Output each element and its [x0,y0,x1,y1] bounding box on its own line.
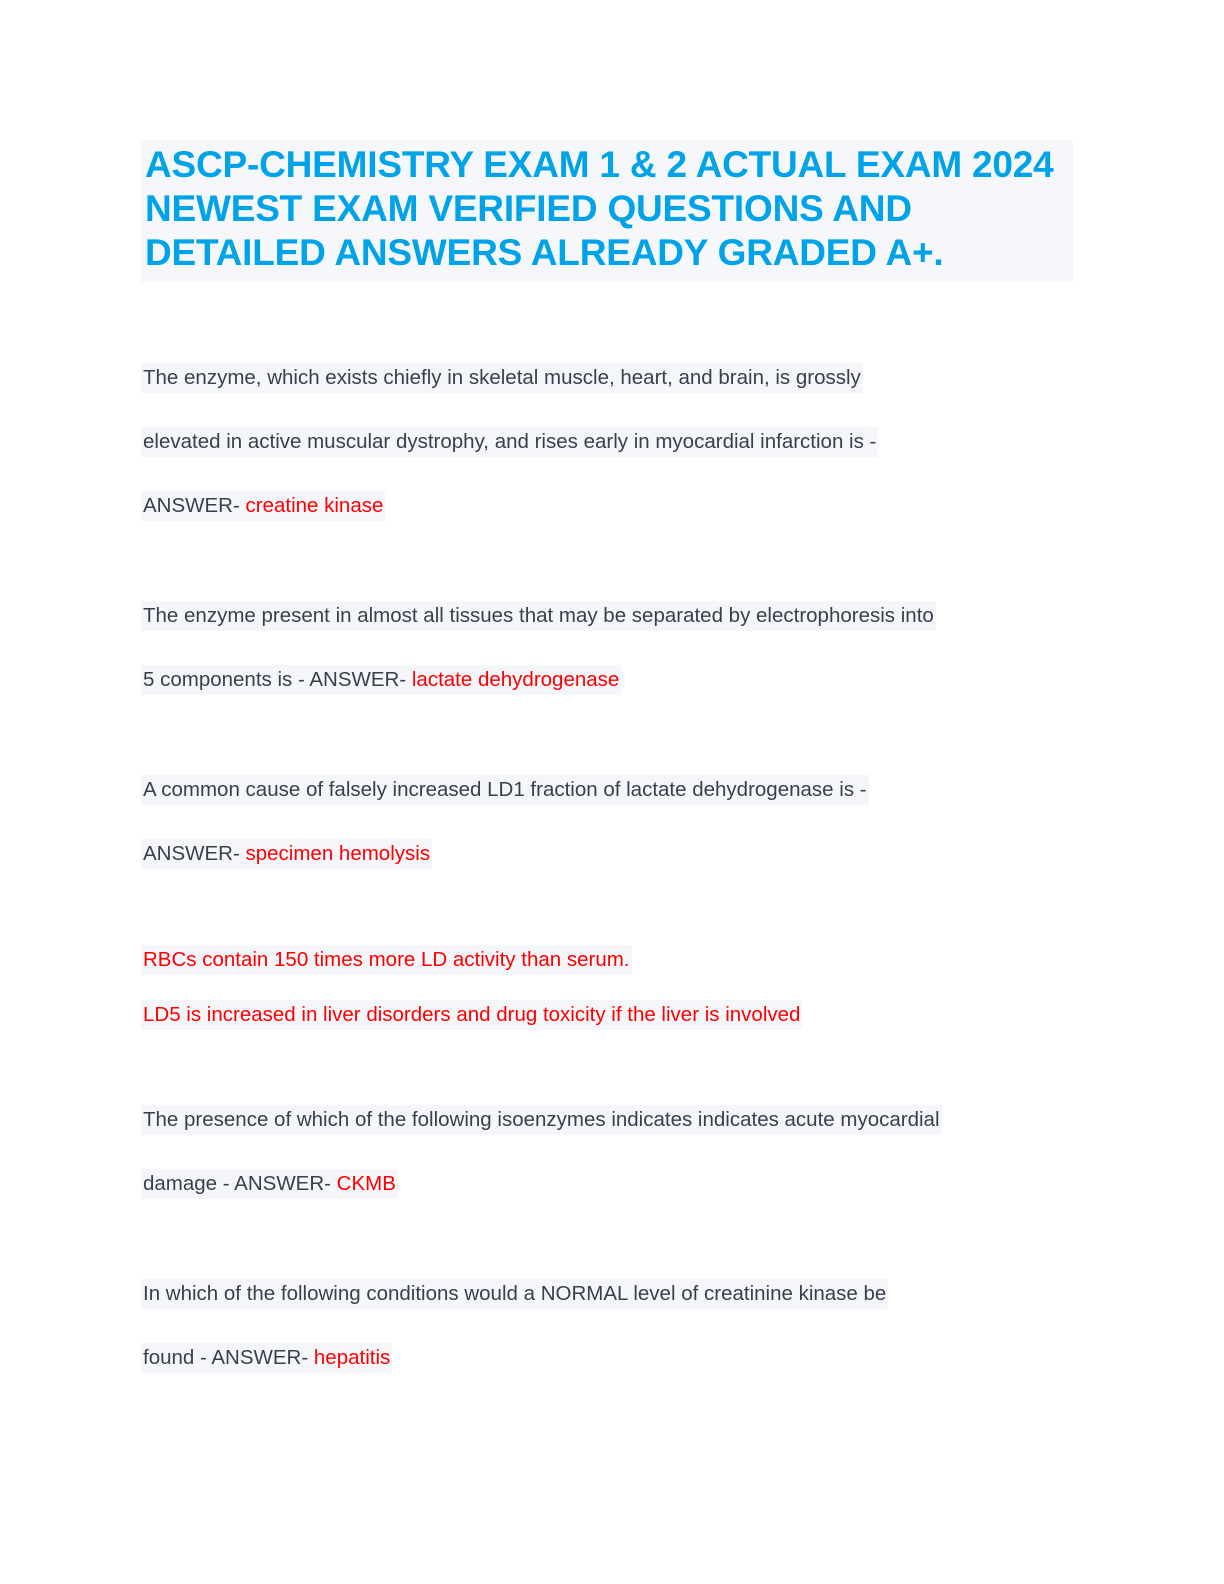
question-text: 5 components is - ANSWER- [143,668,412,691]
question-text: In which of the following conditions would a NORMAL level of creatinine kinase be [143,1282,887,1305]
qa-block [141,584,1073,712]
highlighted-text [141,945,632,975]
page-title: ASCP-CHEMISTRY EXAM 1 & 2 ACTUAL EXAM 2024 NEWEST EXAM VERIFIED QUESTIONS AND DETAILED ANSWERS ALREADY GRADED A+. [141,140,1073,282]
question-text: The enzyme, which exists chiefly in skeletal muscle, heart, and brain, is grossly [143,366,861,389]
question-text: A common cause of falsely increased LD1 fraction of lactate dehydrogenase is - [143,778,867,801]
qa-block [141,346,1073,538]
highlighted-text [141,491,385,521]
highlighted-text [141,1000,802,1030]
text-line [141,346,1073,410]
highlighted-text [141,775,869,805]
highlighted-text [141,1279,888,1309]
highlighted-text [141,601,936,631]
highlighted-text [141,1105,942,1135]
highlighted-text [141,665,621,695]
qa-block [141,1262,1073,1390]
text-line [141,584,1073,648]
answer-text: specimen hemolysis [245,842,431,865]
document-content [141,140,1073,1390]
text-line [141,1326,1073,1390]
question-text: elevated in active muscular dystrophy, and rises early in myocardial infarction is - [143,430,877,453]
question-text: ANSWER- [143,842,246,865]
text-line [141,648,1073,712]
qa-block [141,1088,1073,1216]
question-text: damage - ANSWER- [143,1172,337,1195]
text-line [141,758,1073,822]
answer-text: creatine kinase [245,494,384,517]
qa-block-list [141,346,1073,1390]
text-line [141,474,1073,538]
highlighted-text [141,839,432,869]
text-line [141,822,1073,886]
text-line [141,1088,1073,1152]
question-text: The presence of which of the following isoenzymes indicates indicates acute myocardial [143,1108,940,1131]
highlighted-text [141,1169,398,1199]
qa-block [141,758,1073,886]
text-line [141,410,1073,474]
answer-text: hepatitis [313,1346,391,1369]
answer-text: lactate dehydrogenase [411,668,620,691]
note-block [141,932,1073,1042]
text-line [141,932,1073,987]
answer-text: CKMB [336,1172,396,1195]
question-text: The enzyme present in almost all tissues that may be separated by electrophoresis into [143,604,934,627]
highlighted-text [141,1343,392,1373]
answer-text: RBCs contain 150 times more LD activity than serum. [143,948,630,971]
highlighted-text [141,427,878,457]
highlighted-text [141,363,863,393]
text-line [141,1262,1073,1326]
text-line [141,1152,1073,1216]
question-text: found - ANSWER- [143,1346,314,1369]
question-text: ANSWER- [143,494,246,517]
text-line [141,987,1073,1042]
answer-text: LD5 is increased in liver disorders and drug toxicity if the liver is involved [143,1003,801,1026]
